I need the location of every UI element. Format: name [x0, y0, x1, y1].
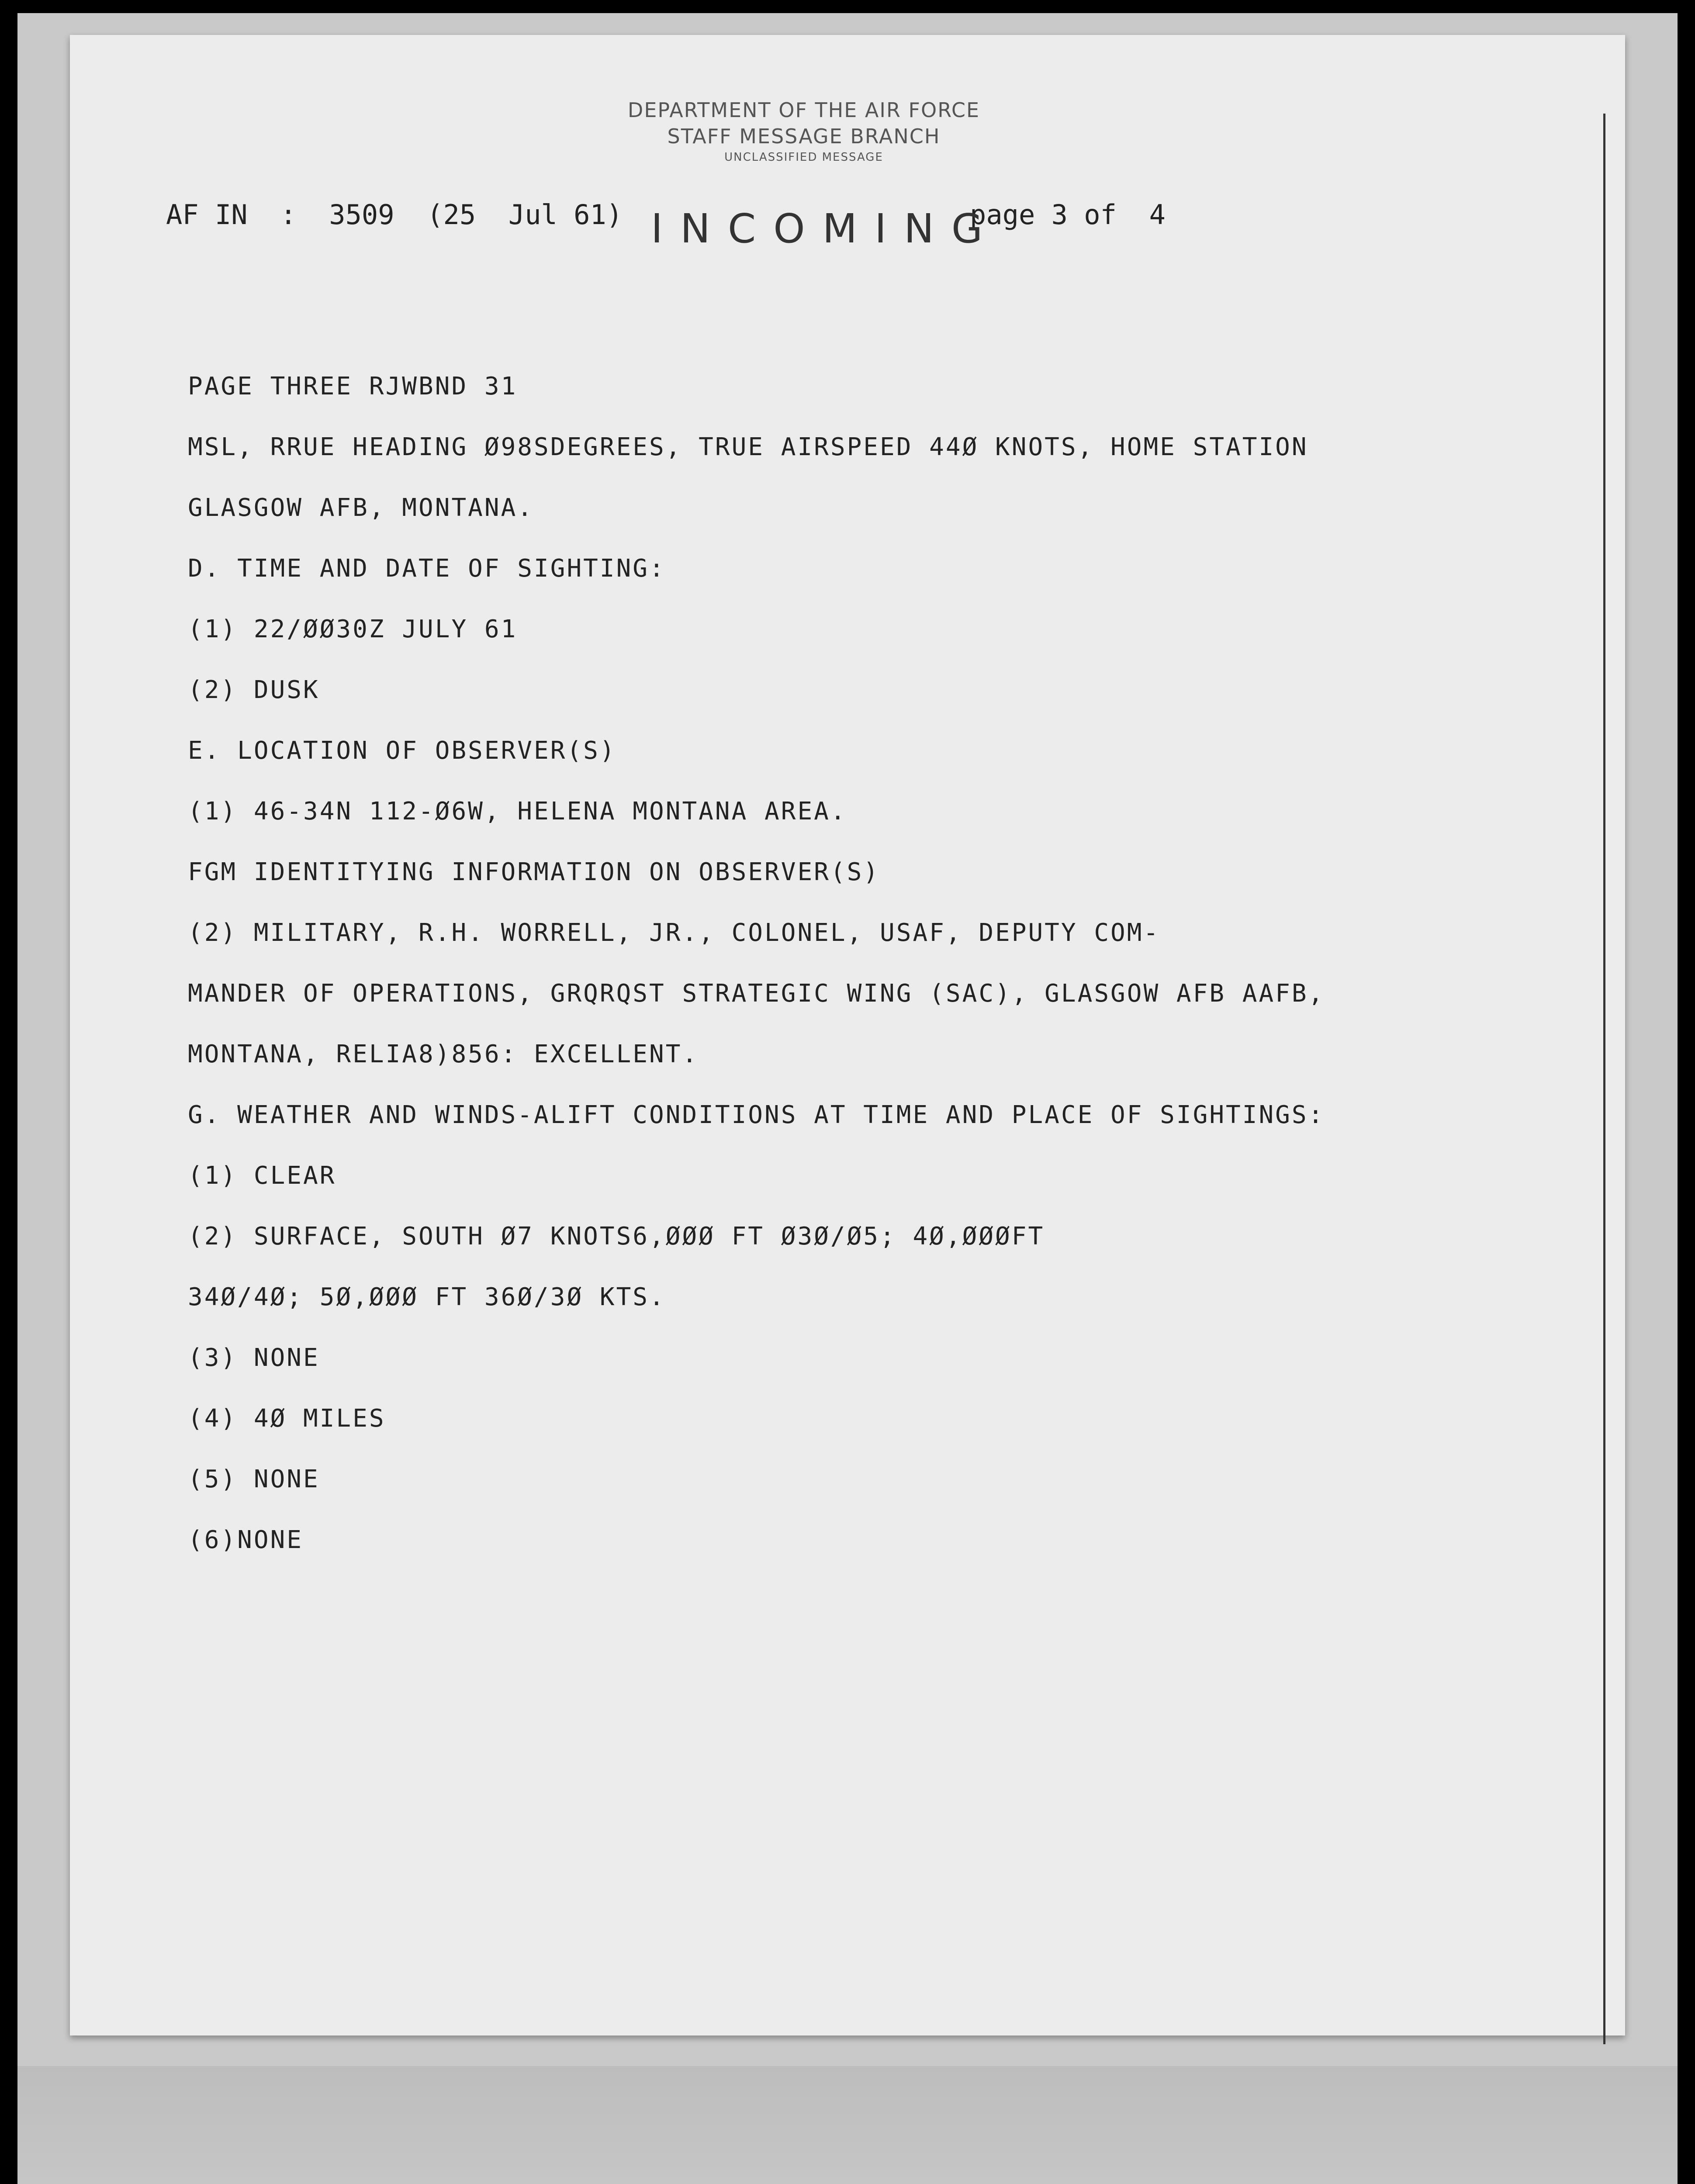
- body-line: GLASGOW AFB, MONTANA.: [188, 494, 534, 522]
- body-line: D. TIME AND DATE OF SIGHTING:: [188, 554, 666, 583]
- body-line: PAGE THREE RJWBND 31: [188, 372, 518, 401]
- body-line: 34Ø/4Ø; 5Ø,ØØØ FT 36Ø/3Ø KTS.: [188, 1283, 666, 1311]
- body-line: (1) CLEAR: [188, 1161, 336, 1190]
- body-line: (1) 22/ØØ30Z JULY 61: [188, 615, 518, 643]
- page-edge-line: [1603, 114, 1605, 2044]
- message-reference: AF IN : 3509 (25 Jul 61): [166, 199, 623, 231]
- message-body: [188, 356, 1520, 1570]
- body-line: G. WEATHER AND WINDS-ALIFT CONDITIONS AT TIME AND PLACE OF SIGHTINGS:: [188, 1101, 1325, 1129]
- body-line: (5) NONE: [188, 1465, 320, 1493]
- body-line: E. LOCATION OF OBSERVER(S): [188, 736, 616, 765]
- body-line: (2) DUSK: [188, 676, 320, 704]
- department-stamp: [564, 98, 1044, 164]
- body-line: (2) SURFACE, SOUTH Ø7 KNOTS6,ØØØ FT Ø3Ø/Ø5; 4Ø,ØØØFT: [188, 1222, 1045, 1251]
- body-line: MANDER OF OPERATIONS, GRQRQST STRATEGIC WING (SAC), GLASGOW AFB AAFB,: [188, 979, 1325, 1008]
- incoming-label: INCOMING: [651, 205, 1000, 252]
- stamp-department: DEPARTMENT OF THE AIR FORCE: [627, 98, 980, 122]
- body-line: FGM IDENTITYING INFORMATION ON OBSERVER(S): [188, 858, 880, 886]
- body-line: (2) MILITARY, R.H. WORRELL, JR., COLONEL, USAF, DEPUTY COM-: [188, 919, 1160, 947]
- scan-lower-band: [17, 2066, 1678, 2184]
- body-line: (4) 4Ø MILES: [188, 1404, 386, 1433]
- body-line: MONTANA, RELIA8)856: EXCELLENT.: [188, 1040, 699, 1068]
- body-line: (1) 46-34N 112-Ø6W, HELENA MONTANA AREA.: [188, 797, 847, 826]
- stamp-classification: UNCLASSIFIED MESSAGE: [724, 151, 883, 164]
- body-line: (6)NONE: [188, 1526, 304, 1554]
- body-line: MSL, RRUE HEADING Ø98SDEGREES, TRUE AIRSPEED 44Ø KNOTS, HOME STATION: [188, 433, 1308, 461]
- page-indicator: page 3 of 4: [970, 199, 1166, 231]
- stamp-branch: STAFF MESSAGE BRANCH: [667, 124, 941, 148]
- body-line: (3) NONE: [188, 1344, 320, 1372]
